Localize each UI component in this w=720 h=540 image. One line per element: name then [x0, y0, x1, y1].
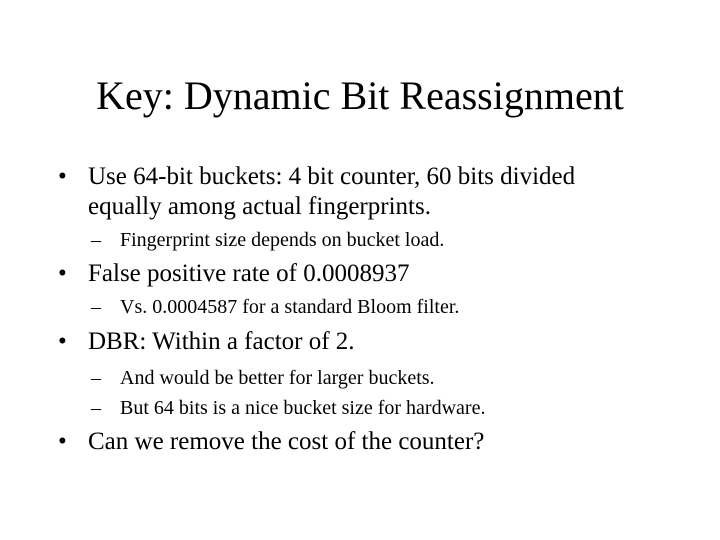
sub-bullet-marker: –	[91, 229, 101, 251]
sub-bullet-text: Vs. 0.0004587 for a standard Bloom filter.	[120, 296, 460, 318]
sub-bullet-item	[91, 295, 460, 319]
slide-title: Key: Dynamic Bit Reassignment	[96, 73, 624, 118]
sub-bullet-text: And would be better for larger buckets.	[120, 367, 435, 389]
bullet-item-continuation	[88, 192, 431, 222]
sub-bullet-marker: –	[91, 397, 101, 419]
sub-bullet-marker: –	[91, 296, 101, 318]
bullet-marker: •	[58, 260, 67, 287]
bullet-marker: •	[58, 428, 67, 455]
bullet-item	[58, 427, 485, 457]
bullet-item	[58, 259, 410, 289]
bullet-item	[58, 327, 355, 357]
sub-bullet-marker: –	[91, 367, 101, 389]
bullet-text: Use 64-bit buckets: 4 bit counter, 60 bits divided	[88, 163, 576, 190]
bullet-text: equally among actual fingerprints.	[88, 193, 431, 220]
bullet-text: DBR: Within a factor of 2.	[88, 328, 355, 355]
bullet-text: False positive rate of 0.0008937	[88, 260, 410, 287]
bullet-item	[58, 162, 576, 192]
sub-bullet-item	[91, 228, 445, 252]
sub-bullet-item	[91, 366, 435, 390]
bullet-text: Can we remove the cost of the counter?	[88, 428, 485, 455]
sub-bullet-text: But 64 bits is a nice bucket size for hardware.	[120, 397, 486, 419]
bullet-marker: •	[58, 163, 67, 190]
bullet-marker: •	[58, 328, 67, 355]
sub-bullet-text: Fingerprint size depends on bucket load.	[120, 229, 445, 251]
sub-bullet-item	[91, 396, 486, 420]
